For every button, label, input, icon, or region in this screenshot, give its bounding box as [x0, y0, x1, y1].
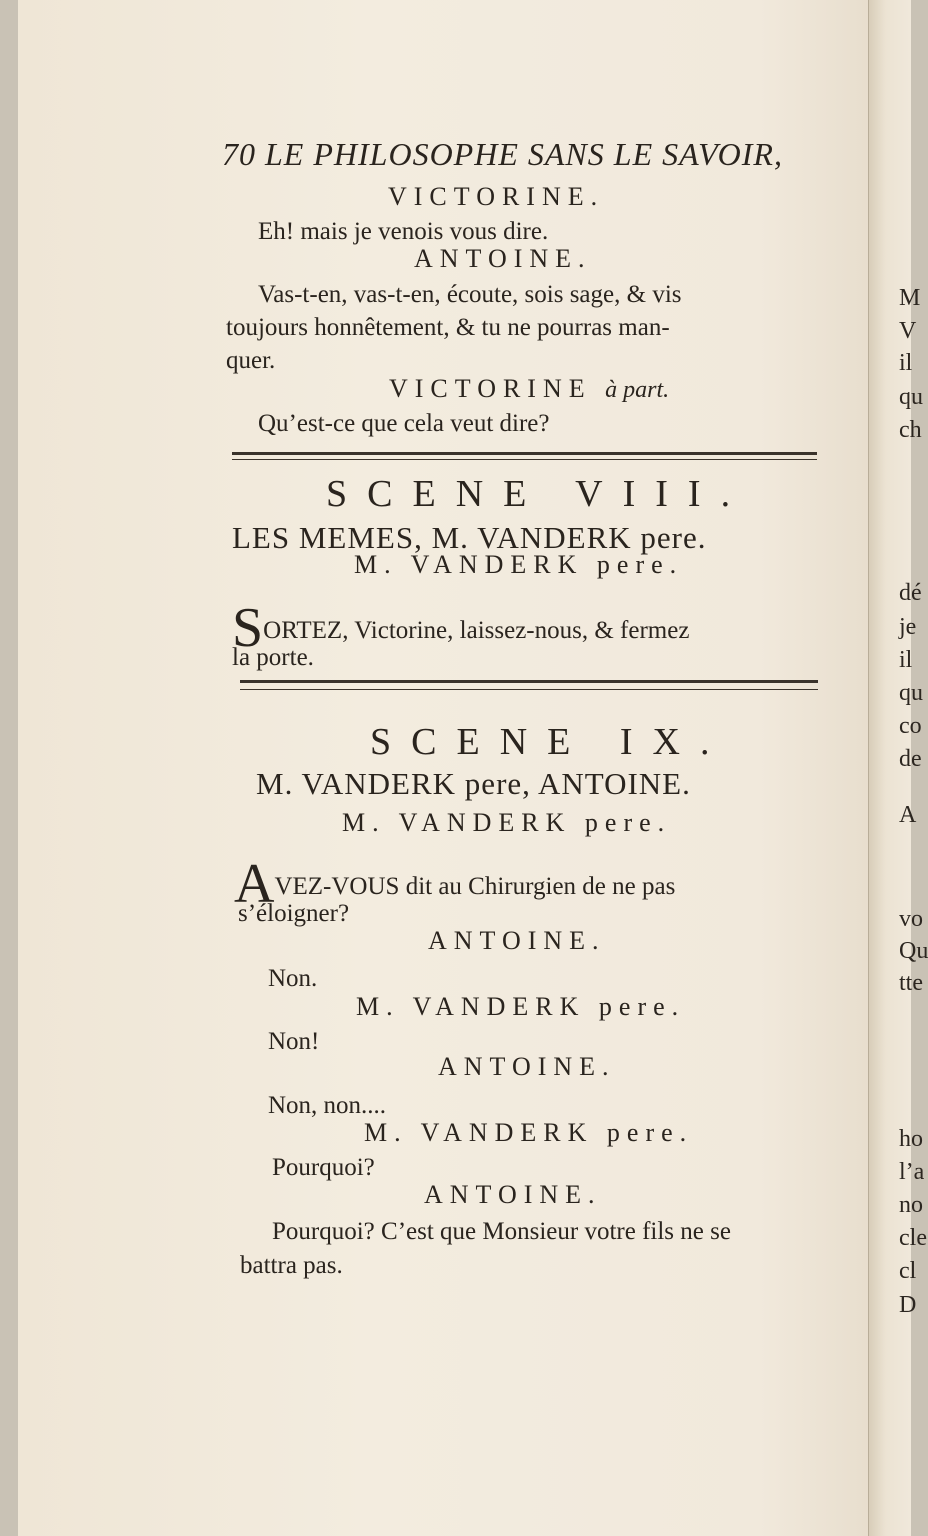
dialogue-line: Qu’est-ce que cela veut dire?: [258, 410, 550, 437]
facing-fragment: A: [899, 802, 917, 828]
section-rule: [240, 680, 818, 683]
scene-cast: M. VANDERK pere, ANTOINE.: [256, 766, 691, 801]
speaker-antoine: ANTOINE.: [428, 926, 606, 955]
dialogue-line: Non!: [268, 1028, 320, 1055]
section-rule: [232, 452, 817, 455]
dialogue-line: Pourquoi?: [272, 1154, 375, 1181]
dialogue-text: ORTEZ, Victorine, laissez-nous, & fermez: [263, 617, 690, 644]
scene-title: SCENE IX.: [370, 721, 730, 763]
drop-cap: A: [234, 853, 275, 915]
speaker-vanderk: M. VANDERK pere.: [342, 808, 672, 837]
facing-fragment: no: [899, 1192, 923, 1218]
dialogue-line: battra pas.: [240, 1252, 343, 1279]
facing-fragment: Qu: [899, 938, 928, 964]
facing-fragment: de: [899, 746, 922, 772]
facing-fragment: ch: [899, 417, 922, 443]
facing-fragment: ho: [899, 1126, 923, 1152]
running-header: 70 LE PHILOSOPHE SANS LE SAVOIR,: [222, 136, 783, 172]
section-rule: [240, 689, 818, 690]
drop-cap: S: [232, 597, 264, 659]
facing-fragment: cl: [899, 1258, 917, 1284]
facing-fragment: il: [899, 350, 913, 376]
facing-page-edge: [868, 0, 928, 1536]
scene-cast: LES MEMES, M. VANDERK pere.: [232, 520, 707, 555]
section-rule: [232, 459, 817, 460]
dialogue-text: VEZ-VOUS dit au Chirurgien de ne pas: [274, 873, 676, 900]
facing-fragment: il: [899, 647, 913, 673]
dialogue-line: quer.: [226, 347, 276, 374]
speaker-antoine: ANTOINE.: [414, 244, 592, 273]
dialogue-line: Eh! mais je venois vous dire.: [258, 218, 549, 245]
facing-fragment: je: [899, 614, 917, 640]
dialogue-line: la porte.: [232, 644, 314, 671]
speaker-name: VICTORINE: [389, 374, 592, 403]
facing-fragment: cle: [899, 1225, 927, 1251]
facing-fragment: dé: [899, 580, 922, 606]
speaker-antoine: ANTOINE.: [424, 1180, 602, 1209]
facing-fragment: qu: [899, 384, 923, 410]
speaker-vanderk: M. VANDERK pere.: [364, 1118, 694, 1147]
speaker-victorine: [389, 374, 669, 404]
speaker-vanderk: M. VANDERK pere.: [356, 992, 686, 1021]
facing-fragment: D: [899, 1292, 917, 1318]
facing-fragment: vo: [899, 906, 923, 932]
dialogue-line: Pourquoi? C’est que Monsieur votre fils ne se: [272, 1218, 731, 1245]
dialogue-line: Non, non....: [268, 1092, 387, 1119]
dialogue-line: Vas-t-en, vas-t-en, écoute, sois sage, & vis: [258, 281, 682, 308]
facing-fragment: l’a: [899, 1159, 925, 1185]
facing-fragment: tte: [899, 970, 923, 996]
dialogue-line: s’éloigner?: [238, 900, 350, 927]
scene-title: SCENE VIII.: [326, 473, 751, 515]
speaker-victorine: VICTORINE.: [388, 182, 605, 211]
facing-fragment: M: [899, 285, 921, 311]
dialogue-line: Non.: [268, 965, 318, 992]
facing-fragment: co: [899, 713, 922, 739]
speaker-vanderk: M. VANDERK pere.: [354, 550, 684, 579]
facing-fragment: V: [899, 318, 917, 344]
facing-fragment: qu: [899, 680, 923, 706]
stage-direction: à part.: [605, 377, 670, 403]
speaker-antoine: ANTOINE.: [438, 1052, 616, 1081]
dialogue-line: toujours honnêtement, & tu ne pourras man-: [226, 314, 670, 341]
